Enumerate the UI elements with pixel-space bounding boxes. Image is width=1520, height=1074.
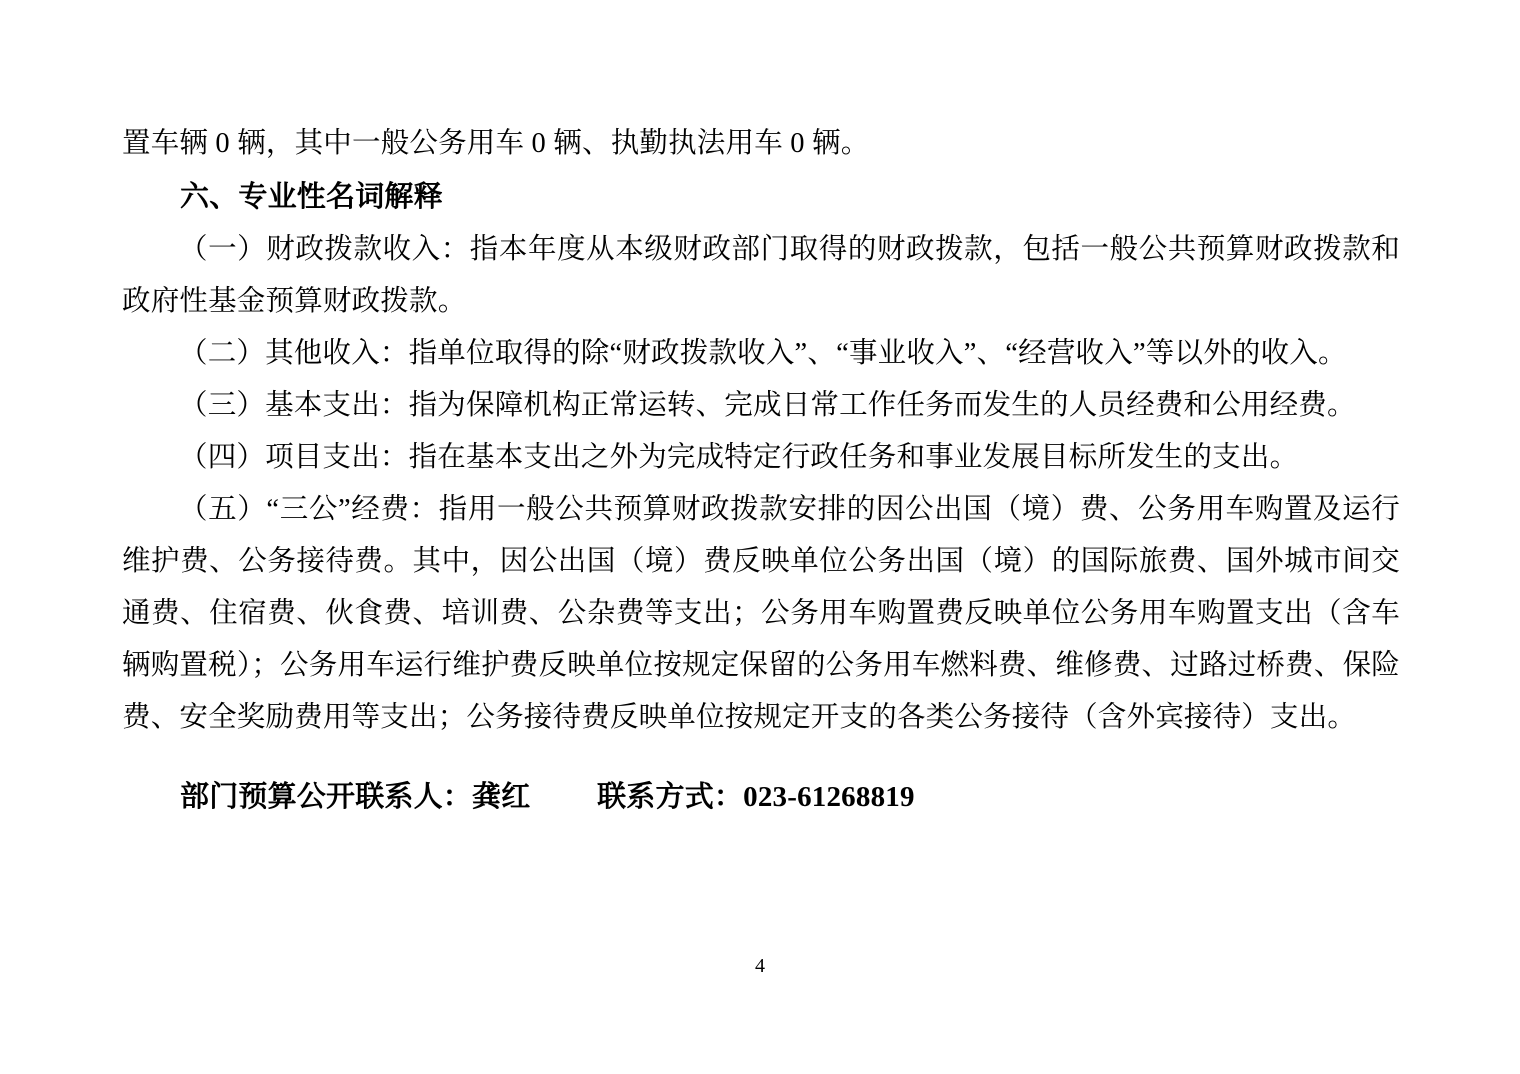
contact-line — [122, 770, 1400, 824]
term-item-4: （四）项目支出：指在基本支出之外为完成特定行政任务和事业发展目标所发生的支出。 — [179, 442, 1299, 473]
term-item-3: （三）基本支出：指为保障机构正常运转、完成日常工作任务而发生的人员经费和公用经费。 — [179, 390, 1356, 421]
contact-label: 部门预算公开联系人： — [180, 781, 473, 813]
contact-phone: 023-61268819 — [743, 781, 915, 813]
term-item-1: （一）财政拨款收入：指本年度从本级财政部门取得的财政拨款，包括一般公共预算财政拨款和政府性基金预算财政拨款。 — [122, 234, 1400, 317]
page-number: 4 — [755, 955, 765, 977]
term-item-2: （二）其他收入：指单位取得的除“财政拨款收入”、“事业收入”、“经营收入”等以外的收入。 — [179, 338, 1347, 369]
continued-paragraph: 置车辆 0 辆，其中一般公务用车 0 辆、执勤执法用车 0 辆。 — [122, 128, 870, 159]
contact-name: 龚红 — [472, 781, 531, 813]
contact-phone-label: 联系方式： — [597, 781, 744, 813]
term-item-5: （五）“三公”经费：指用一般公共预算财政拨款安排的因公出国（境）费、公务用车购置及运行维护费、公务接待费。其中，因公出国（境）费反映单位公务出国（境）的国际旅费、国外城市间交通费、住宿费、伙食费、培训费、公杂费等支出；公务用车购置费反映单位公务用车购置支出（含车辆购置税）；公务用车运行维护费反映单位按规定保留的公务用车燃料费、维修费、过路过桥费、保险费、安全奖励费用等支出；公务接待费反映单位按规定开支的各类公务接待（含外宾接待）支出。 — [122, 494, 1400, 733]
section-heading: 六、专业性名词解释 — [180, 181, 443, 213]
document-body — [122, 118, 1400, 824]
